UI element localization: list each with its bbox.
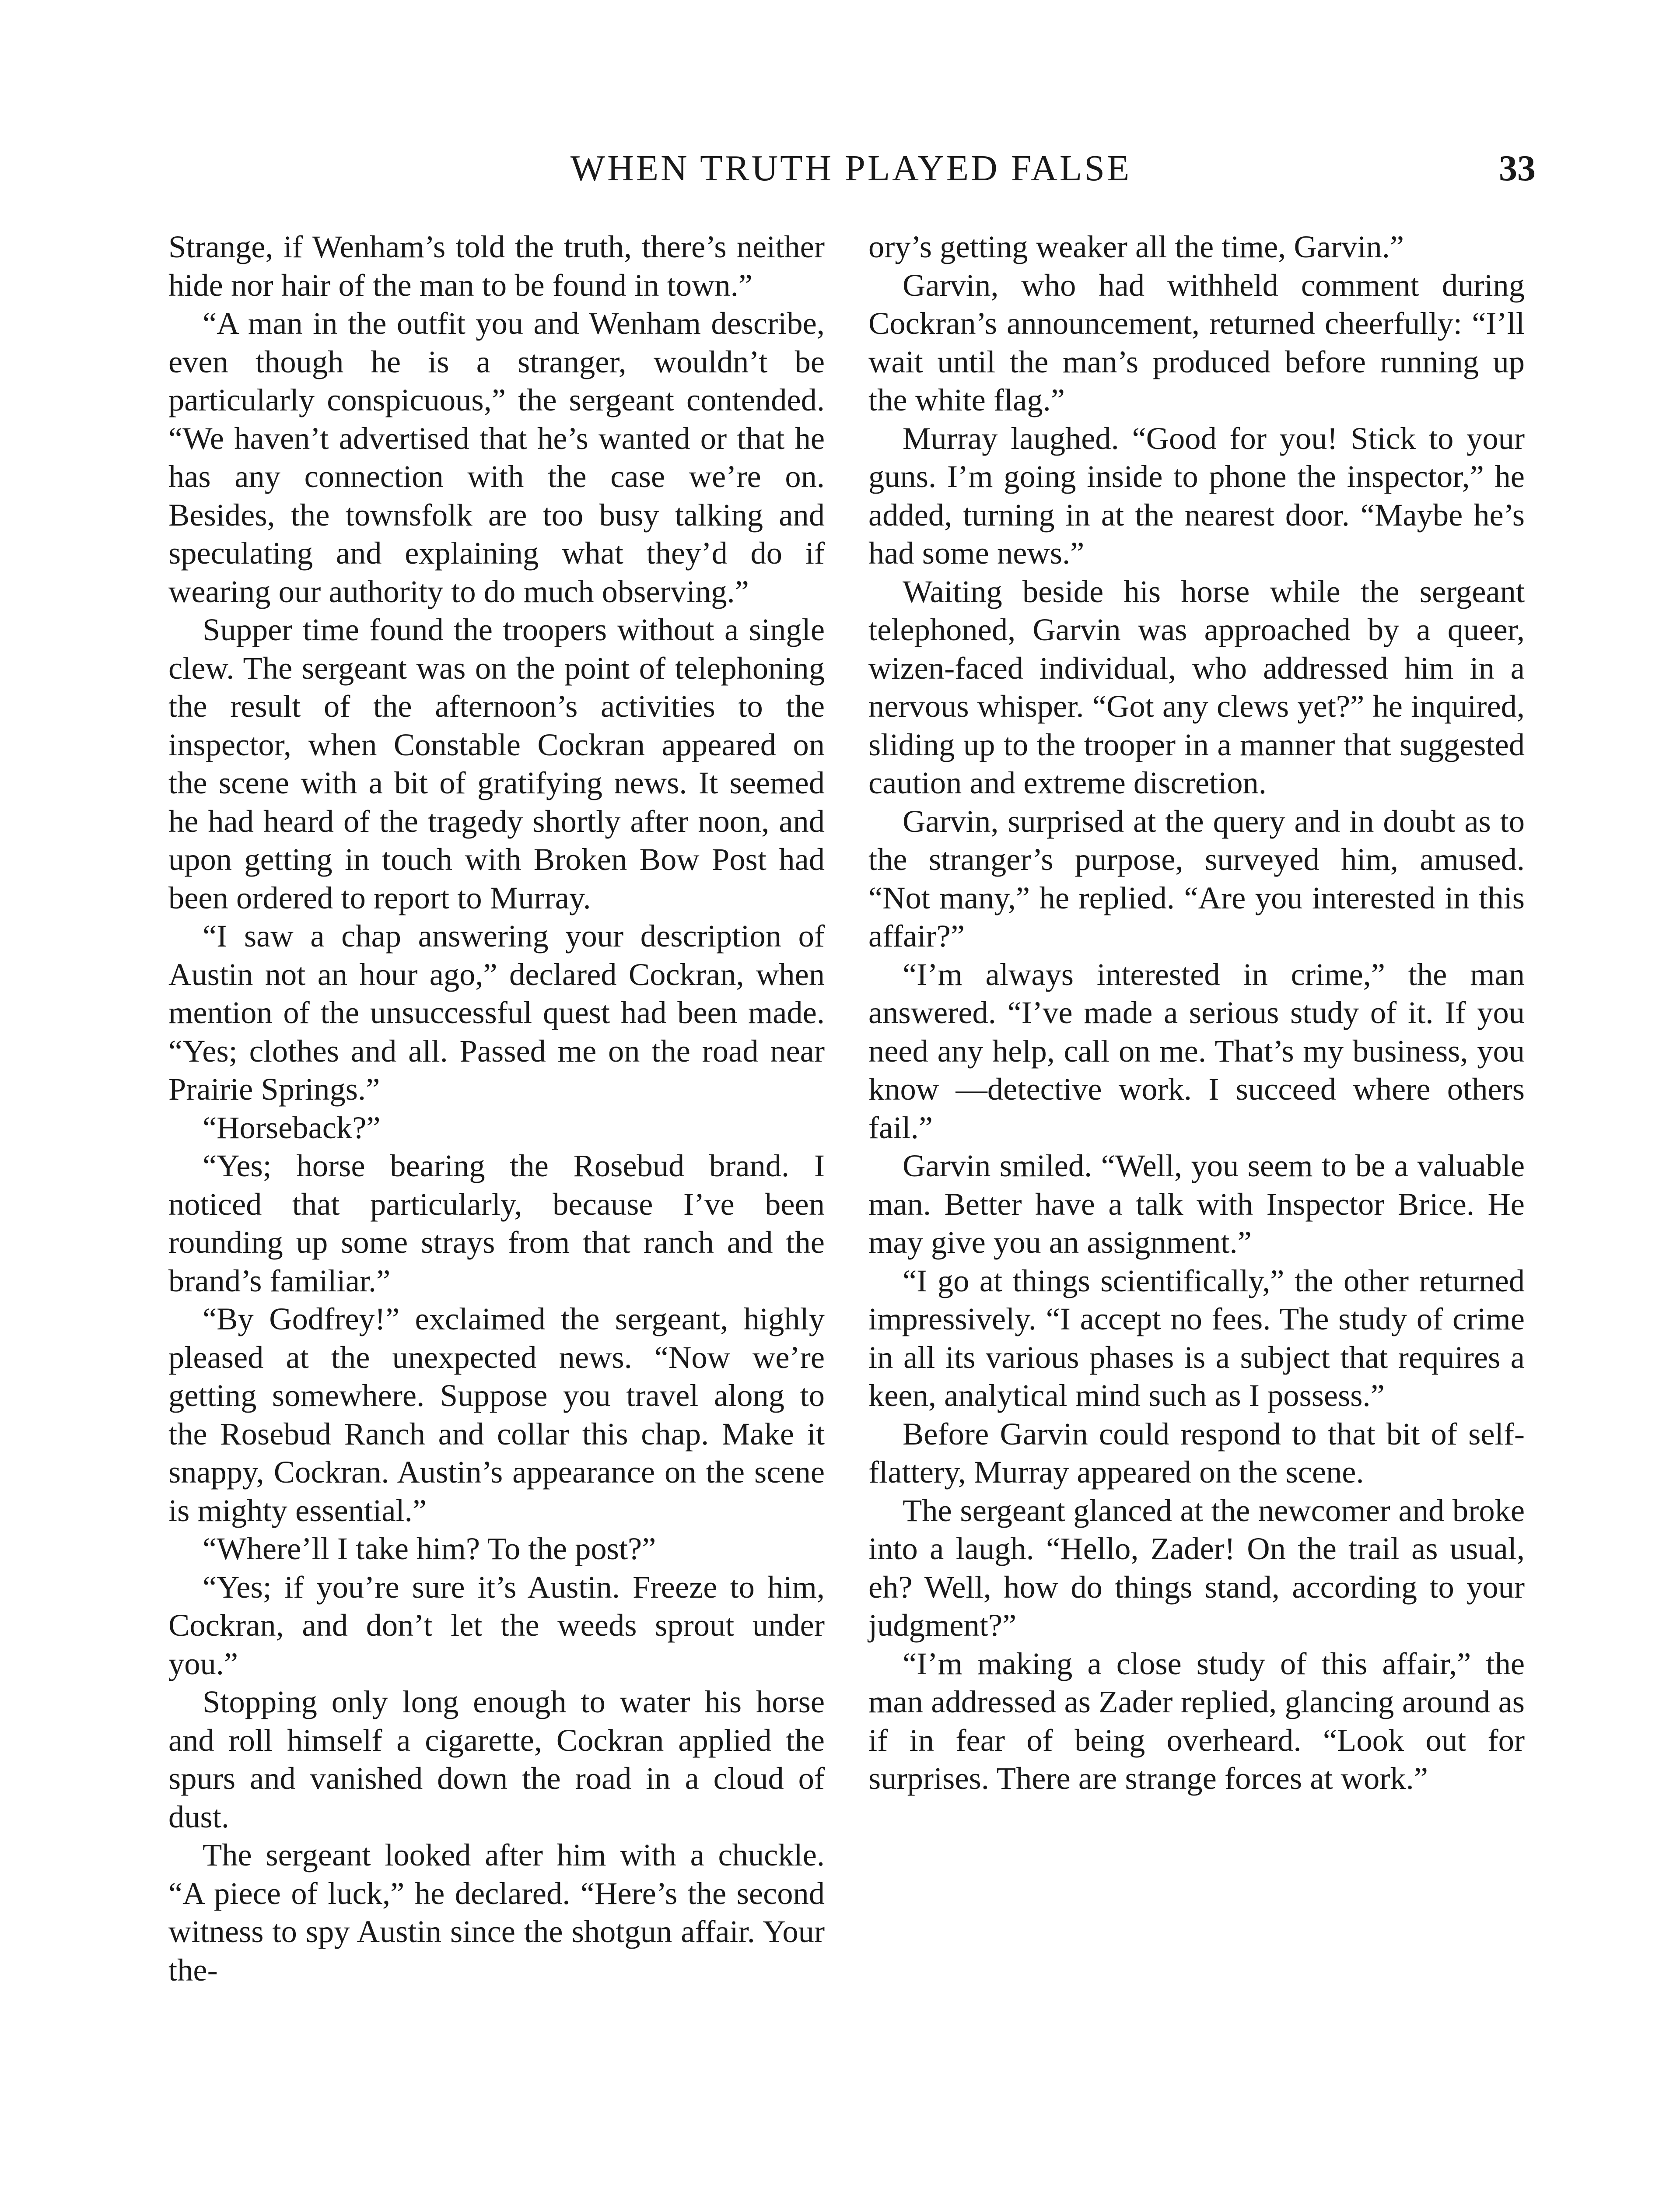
paragraph: “By Godfrey!” exclaimed the sergeant, highly pleased at the unexpected news. “Now we’re getting somewhere. Suppose you travel along to the Rosebud Ranch and collar this chap. Make it snappy, Cockran. Austin’s appearance on the scene is mighty essential.” [168, 1301, 825, 1528]
running-title: WHEN TRUTH PLAYED FALSE [570, 148, 1132, 189]
paragraph: “I saw a chap answering your description of Austin not an hour ago,” declared Cockran, when mention of the unsuccessful quest had been made. “Yes; clothes and all. Passed me on the road near Prairie Springs.” [168, 918, 825, 1107]
right-column [868, 228, 1525, 1798]
paragraph: Supper time found the troopers without a single clew. The sergeant was on the point of telephoning the result of the afternoon’s activities to the inspector, when Constable Cockran appeared on the scene with a bit of gratifying news. It seemed he had heard of the tragedy shortly after noon, and upon getting in touch with Broken Bow Post had been ordered to report to Murray. [168, 612, 825, 915]
page-header [166, 142, 1536, 195]
paragraph: “Where’ll I take him? To the post?” [203, 1531, 656, 1566]
paragraph: Murray laughed. “Good for you! Stick to your guns. I’m going inside to phone the inspector,” he added, turning in at the nearest door. “Maybe he’s had some news.” [868, 420, 1525, 571]
paragraph: ory’s getting weaker all the time, Garvin.” [868, 229, 1404, 264]
paragraph: “Yes; horse bearing the Rosebud brand. I noticed that particularly, because I’ve been rounding up some strays from that ranch and the brand’s familiar.” [168, 1148, 825, 1298]
paragraph: “I’m making a close study of this affair,” the man addressed as Zader replied, glancing around as if in fear of being overheard. “Look out for surprises. There are strange forces at work.” [868, 1645, 1525, 1796]
paragraph: “I’m always interested in crime,” the man answered. “I’ve made a serious study of it. If you need any help, call on me. That’s my business, you know —detective work. I succeed where others fail.” [868, 956, 1525, 1145]
paragraph: Stopping only long enough to water his horse and roll himself a cigarette, Cockran applied the spurs and vanished down the road in a cloud of dust. [168, 1684, 825, 1834]
paragraph: “Horseback?” [203, 1109, 381, 1145]
paragraph: Before Garvin could respond to that bit of self-flattery, Murray appeared on the scene. [868, 1416, 1525, 1490]
paragraph: Garvin, who had withheld comment during Cockran’s announcement, returned cheerfully: “I’ll wait until the man’s produced before running up the white flag.” [868, 267, 1525, 417]
paragraph: Garvin, surprised at the query and in doubt as to the stranger’s purpose, surveyed him, amused. “Not many,” he replied. “Are you interested in this affair?” [868, 803, 1525, 954]
paragraph: Waiting beside his horse while the sergeant telephoned, Garvin was approached by a queer, wizen-faced individual, who addressed him in a nervous whisper. “Got any clews yet?” he inquired, sliding up to the trooper in a manner that suggested caution and extreme discretion. [868, 573, 1525, 800]
paragraph: The sergeant glanced at the newcomer and broke into a laugh. “Hello, Zader! On the trail as usual, eh? Well, how do things stand, according to your judgment?” [868, 1492, 1525, 1643]
paragraph: Garvin smiled. “Well, you seem to be a valuable man. Better have a talk with Inspector Brice. He may give you an assignment.” [868, 1148, 1525, 1260]
paragraph: “A man in the outfit you and Wenham describe, even though he is a stranger, wouldn’t be particularly conspicuous,” the sergeant contended. “We haven’t advertised that he’s wanted or that he has any connection with the case we’re on. Besides, the townsfolk are too busy talking and speculating and explaining what they’d do if wearing our authority to do much observing.” [168, 305, 825, 609]
paragraph: The sergeant looked after him with a chuckle. “A piece of luck,” he declared. “Here’s the second witness to spy Austin since the shotgun affair. Your the- [168, 1837, 825, 1988]
paragraph: “I go at things scientifically,” the other returned impressively. “I accept no fees. The study of crime in all its various phases is a subject that requires a keen, analytical mind such as I possess.” [868, 1262, 1525, 1413]
paragraph: “Yes; if you’re sure it’s Austin. Freeze to him, Cockran, and don’t let the weeds sprout under you.” [168, 1569, 825, 1681]
page-number: 33 [1499, 148, 1536, 189]
left-column [168, 228, 825, 1989]
paragraph: Strange, if Wenham’s told the truth, there’s neither hide nor hair of the man to be found in town.” [168, 229, 825, 303]
